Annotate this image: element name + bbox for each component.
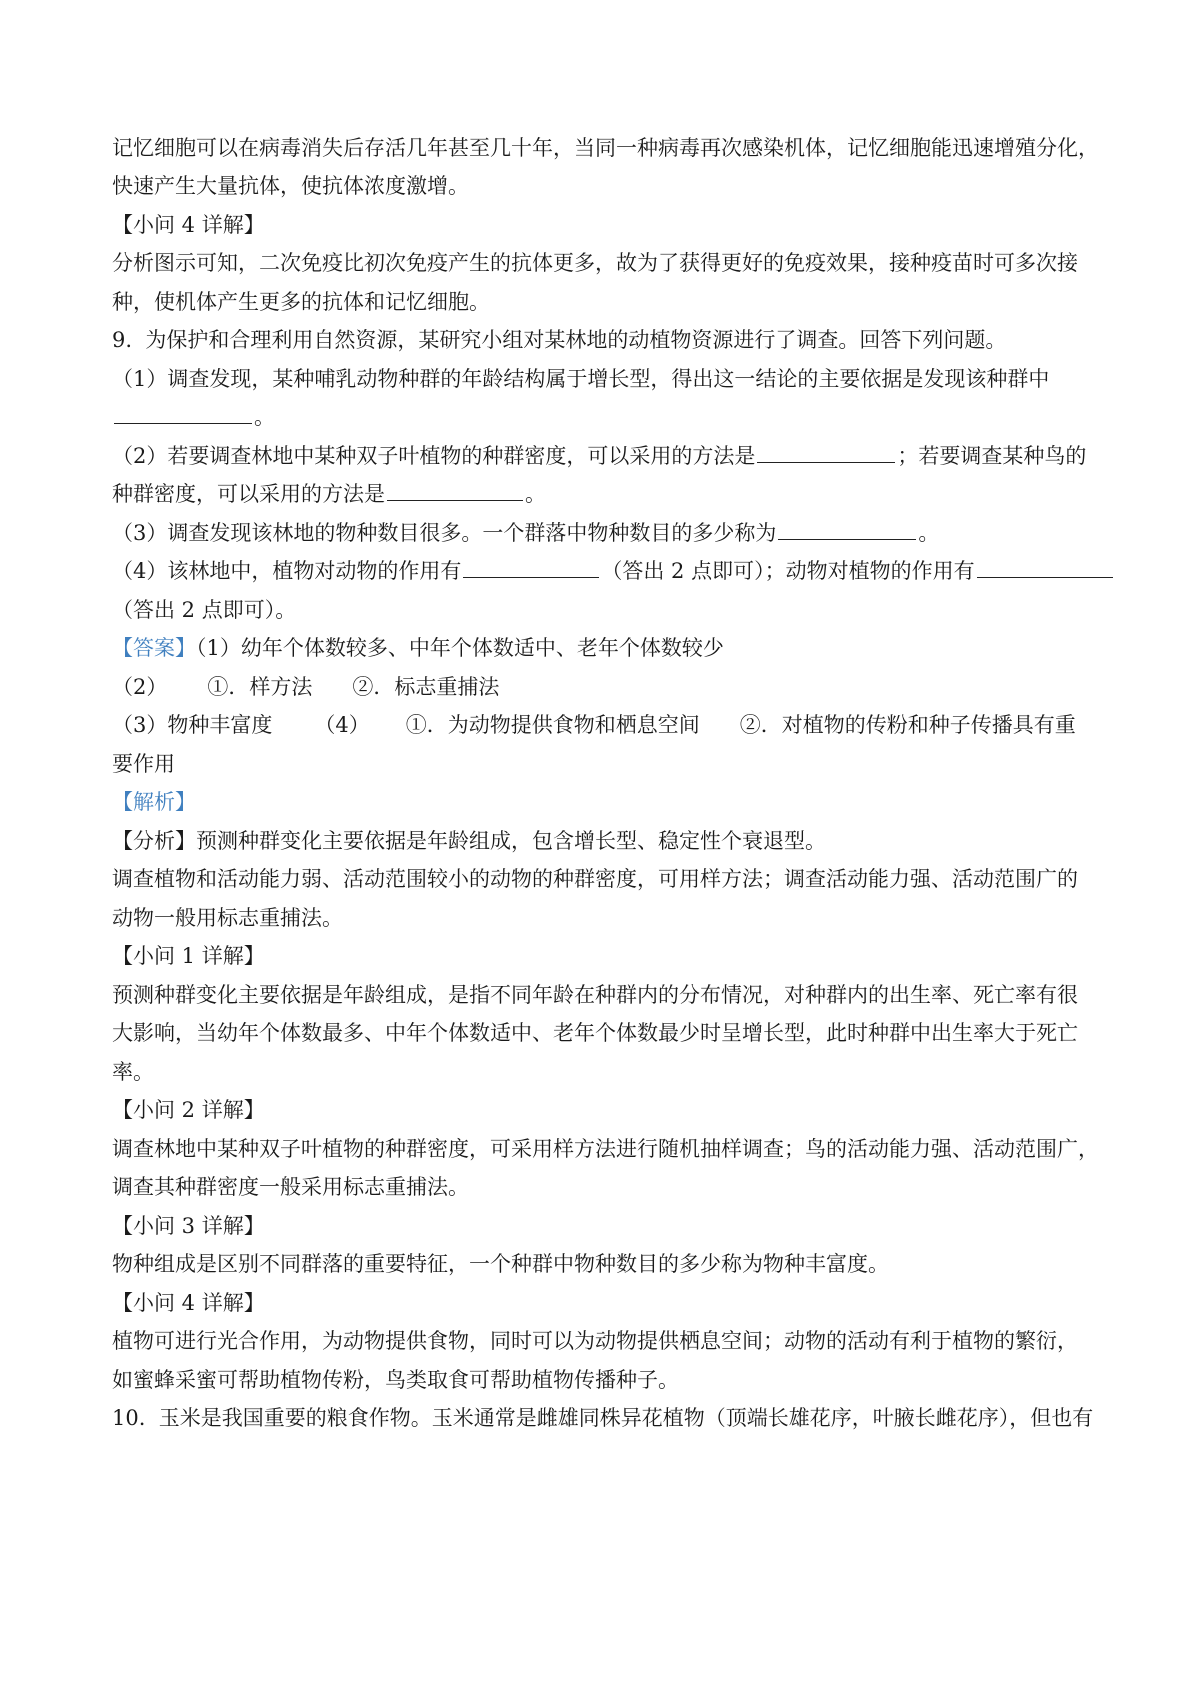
answer-line-2	[112, 667, 499, 707]
answer-blank	[977, 557, 1113, 578]
section-heading: 【小问 2 详解】	[112, 1098, 265, 1122]
question-9-part-4-cont: （答出 2 点即可）。	[112, 598, 297, 622]
question-text: （2）若要调查林地中某种双子叶植物的种群密度，可以采用的方法是	[112, 444, 756, 468]
section-heading: 【小问 4 详解】	[112, 213, 265, 237]
answer-text: ①．为动物提供食物和栖息空间	[405, 713, 700, 737]
analysis-tag: 【解析】	[112, 790, 196, 814]
answer-text: （3）物种丰富度	[112, 713, 273, 737]
text-line: 分析图示可知，二次免疫比初次免疫产生的抗体更多，故为了获得更好的免疫效果，接种疫苗时可多次接	[112, 251, 1078, 275]
answer-text: ②．标志重捕法	[352, 675, 500, 699]
question-9-part-1: （1）调查发现，某种哺乳动物种群的年龄结构属于增长型，得出这一结论的主要依据是发现该种群中	[112, 367, 1050, 391]
answer-line-1	[112, 628, 724, 668]
text-line: 大影响，当幼年个体数最多、中年个体数适中、老年个体数最少时呈增长型，此时种群中出生率大于死亡	[112, 1021, 1078, 1045]
text-line: 【分析】预测种群变化主要依据是年龄组成，包含增长型、稳定性个衰退型。	[112, 829, 826, 853]
question-text: 种群密度，可以采用的方法是	[112, 482, 385, 506]
text-line: 调查其种群密度一般采用标志重捕法。	[112, 1175, 469, 1199]
section-heading: 【小问 3 详解】	[112, 1214, 265, 1238]
question-text: （3）调查发现该林地的物种数目很多。一个群落中物种数目的多少称为	[112, 521, 777, 545]
question-text: （4）该林地中，植物对动物的作用有	[112, 559, 462, 583]
answer-text: （2）	[112, 675, 168, 699]
answer-blank	[114, 403, 252, 424]
text-line: 调查植物和活动能力弱、活动范围较小的动物的种群密度，可用样方法；调查活动能力强、活动范围广的	[112, 867, 1078, 891]
punct: 。	[525, 482, 546, 506]
section-heading: 【小问 1 详解】	[112, 944, 265, 968]
text-line: 种，使机体产生更多的抗体和记忆细胞。	[112, 290, 490, 314]
answer-line-4: 要作用	[112, 752, 175, 776]
text-line: 如蜜蜂采蜜可帮助植物传粉，鸟类取食可帮助植物传播种子。	[112, 1368, 679, 1392]
answer-text: （1）幼年个体数较多、中年个体数适中、老年个体数较少	[196, 636, 724, 660]
question-10-stem: 10. 玉米是我国重要的粮食作物。玉米通常是雌雄同株异花植物（顶端长雄花序，叶腋长雌花序），但也有	[112, 1406, 1094, 1430]
text-line: 预测种群变化主要依据是年龄组成，是指不同年龄在种群内的分布情况，对种群内的出生率、死亡率有很	[112, 983, 1078, 1007]
question-9-part-1-blank-line	[112, 397, 275, 437]
answer-blank	[778, 519, 916, 540]
section-heading: 【小问 4 详解】	[112, 1291, 265, 1315]
punct: 。	[918, 521, 940, 545]
question-9-part-2-cont	[112, 474, 546, 514]
answer-blank	[387, 480, 523, 501]
question-text: ；若要调查某种鸟的	[897, 444, 1087, 468]
punct: 。	[254, 405, 275, 429]
answer-line-3	[112, 705, 1076, 745]
answer-text: （4）	[314, 713, 370, 737]
answer-tag: 【答案】	[112, 636, 196, 660]
text-line: 率。	[112, 1060, 154, 1084]
question-9-part-3	[112, 513, 939, 553]
answer-text: ②．对植物的传粉和种子传播具有重	[739, 713, 1076, 737]
text-line: 物种组成是区别不同群落的重要特征，一个种群中物种数目的多少称为物种丰富度。	[112, 1252, 889, 1276]
text-line: 植物可进行光合作用，为动物提供食物，同时可以为动物提供栖息空间；动物的活动有利于植物的繁衍，	[112, 1329, 1078, 1353]
text-line: 记忆细胞可以在病毒消失后存活几年甚至几十年，当同一种病毒再次感染机体，记忆细胞能迅速增殖分化，	[112, 136, 1099, 160]
question-9-part-2	[112, 436, 1086, 476]
answer-text: ①．样方法	[207, 675, 313, 699]
text-line: 调查林地中某种双子叶植物的种群密度，可采用样方法进行随机抽样调查；鸟的活动能力强、活动范围广，	[112, 1137, 1099, 1161]
text-line: 动物一般用标志重捕法。	[112, 906, 343, 930]
question-text: （答出 2 点即可）；动物对植物的作用有	[601, 559, 975, 583]
answer-blank	[757, 442, 895, 463]
answer-blank	[463, 557, 599, 578]
question-9-part-4	[112, 551, 1115, 591]
text-line: 快速产生大量抗体，使抗体浓度激增。	[112, 174, 469, 198]
question-9-stem: 9. 为保护和合理利用自然资源，某研究小组对某林地的动植物资源进行了调查。回答下列问题。	[112, 328, 1007, 352]
